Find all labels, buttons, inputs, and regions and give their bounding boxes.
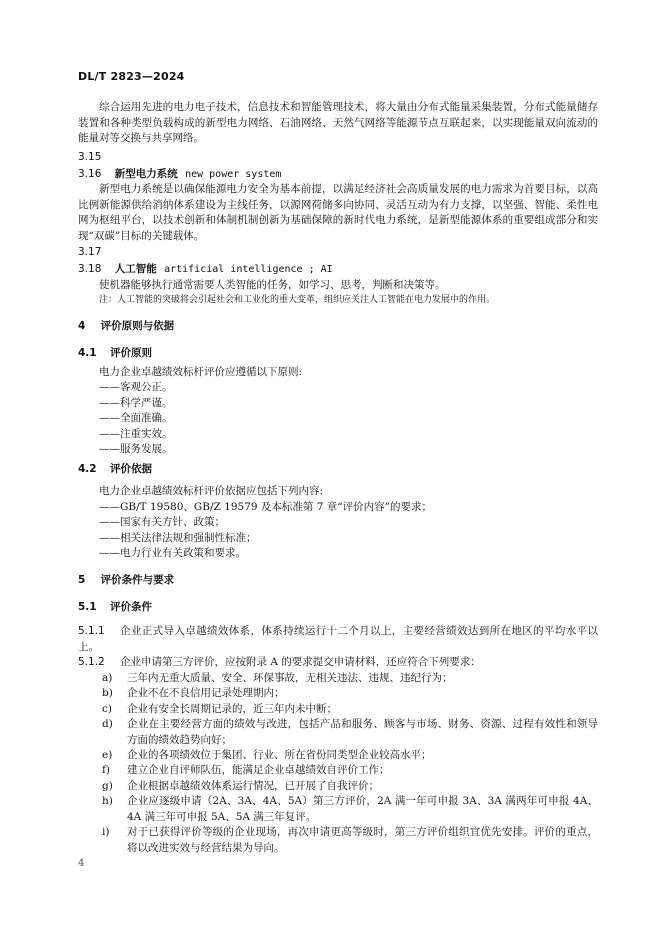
- section-5-1-number: 5.1: [78, 601, 97, 613]
- condition-label: a): [102, 672, 113, 684]
- principle-item: ——服务发展。: [99, 443, 173, 455]
- section-3-18-title-cn: 人工智能: [114, 263, 157, 275]
- section-3-15-number: 3.15: [78, 151, 102, 163]
- principle-item: ——注重实效。: [99, 428, 173, 440]
- section-5-number: 5: [78, 574, 86, 586]
- condition-label: f): [102, 764, 110, 776]
- section-5-title: 评价条件与要求: [100, 574, 175, 586]
- condition-label: g): [102, 780, 113, 792]
- condition-text: 企业的各项绩效位于集团、行业、所在省份同类型企业较高水平；: [127, 749, 432, 761]
- section-5-1-1-text: 企业正式导入卓越绩效体系，体系持续运行十二个月以上，主要经营绩效达到所在地区的平均水平以上。: [78, 625, 598, 653]
- condition-text: 企业不在不良信用记录处理期内；: [127, 687, 285, 699]
- basis-item: ——国家有关方针、政策；: [99, 516, 225, 528]
- section-4-1-title: 评价原则: [109, 347, 152, 359]
- condition-label: i): [102, 826, 110, 838]
- section-3-16-number: 3.16: [78, 168, 102, 180]
- condition-label: b): [102, 687, 113, 699]
- condition-label: h): [102, 795, 113, 807]
- condition-text: 对于已获得评价等级的企业现场，再次申请更高等级时，第三方评价组织宜优先安排。评价的重点，将以改进实效与经营结果为导向。: [127, 826, 598, 854]
- principle-item: ——全面准确。: [99, 412, 173, 424]
- section-5-1-2-text: 企业申请第三方评价，应按附录 A 的要求提交申请材料，还应符合下列要求：: [120, 656, 481, 668]
- condition-text: 建立企业自评师队伍，能满足企业卓越绩效自评价工作；: [127, 764, 390, 776]
- ai-note: 注：人工智能的突破将会引起社会和工业化的重大变革，组织应关注人工智能在电力发展中的作用。: [99, 295, 496, 305]
- principle-item: ——客观公正。: [99, 381, 173, 393]
- section-5-1-2-number: 5.1.2: [78, 656, 105, 668]
- basis-item: ——电力行业有关政策和要求。: [99, 547, 246, 559]
- section-3-16-title-en: new power system: [185, 169, 282, 180]
- condition-label: c): [102, 703, 112, 715]
- new-power-system-definition: 新型电力系统是以确保能源电力安全为基本前提，以满足经济社会高质量发展的电力需求为首要目标，以高比例新能源供给消纳体系建设为主线任务，以源网荷储多向协同、灵活互动为有力支撑，以坚强、智能、柔性电网为枢纽平台，以技术创新和体制机制创新为基础保障的新时代电力系统，是新型能源体系的重要组成部分和实现“双碳”目标的关键载体。: [78, 183, 598, 242]
- energy-internet-definition: 综合运用先进的电力电子技术，信息技术和智能管理技术，将大量由分布式能量采集装置，分布式能量储存装置和各种类型负载构成的新型电力网络、石油网络、天然气网络等能源节点互联起来，以实现能量双向流动的能量对等交换与共享网络。: [78, 101, 598, 144]
- section-4-1-number: 4.1: [78, 347, 97, 359]
- section-3-18-heading: [78, 262, 333, 277]
- condition-label: d): [102, 718, 113, 730]
- principle-item: ——科学严谨。: [99, 397, 173, 409]
- condition-text: 企业有安全长周期记录的，近三年内未中断；: [127, 703, 337, 715]
- section-4-title: 评价原则与依据: [100, 320, 175, 332]
- section-4-1-heading: [78, 346, 152, 361]
- section-3-17-number: 3.17: [78, 246, 102, 258]
- basis-item: ——GB/T 19580、GB/Z 19579 及本标准第 7 章“评价内容”的要求；: [99, 501, 432, 513]
- section-4-2-number: 4.2: [78, 463, 97, 475]
- section-5-1-heading: [78, 600, 152, 615]
- section-5-1-1-number: 5.1.1: [78, 625, 105, 637]
- section-4-number: 4: [78, 320, 86, 332]
- section-3-18-number: 3.18: [78, 263, 102, 275]
- basis-item: ——相关法律法规和强制性标准；: [99, 532, 257, 544]
- section-5-heading: [78, 573, 174, 588]
- condition-text: 企业在主要经营方面的绩效与改进，包括产品和服务、顾客与市场、财务、资源、过程有效性和领导方面的绩效趋势向好；: [127, 718, 598, 746]
- section-4-heading: [78, 319, 174, 334]
- basis-intro: 电力企业卓越绩效标杆评价依据应包括下列内容:: [99, 485, 324, 497]
- section-3-16-title-cn: 新型电力系统: [114, 168, 178, 180]
- section-4-2-heading: [78, 462, 152, 477]
- section-4-2-title: 评价依据: [109, 463, 152, 475]
- condition-text: 企业根据卓越绩效体系运行情况，已开展了自我评价；: [127, 780, 379, 792]
- section-3-16-heading: [78, 167, 281, 182]
- section-5-1-title: 评价条件: [109, 601, 152, 613]
- ai-definition: 使机器能够执行通常需要人类智能的任务，如学习、思考，判断和决策等。: [99, 279, 446, 291]
- page-number: 4: [78, 858, 85, 869]
- condition-text: 企业应逐级申请（2A、3A、4A、5A）第三方评价，2A 满一年可申报 3A、3A 满两年可申报 4A、4A 满三年可申报 5A、5A 满三年复评。: [127, 795, 598, 823]
- condition-label: e): [102, 749, 113, 761]
- section-3-18-title-en: artificial intelligence ; AI: [164, 264, 333, 275]
- standard-number-header: DL/T 2823—2024: [78, 70, 185, 83]
- principles-intro: 电力企业卓越绩效标杆评价应遵循以下原则:: [99, 366, 303, 378]
- condition-text: 三年内无重大质量、安全、环保事故，无相关违法、违规、违纪行为；: [127, 672, 453, 684]
